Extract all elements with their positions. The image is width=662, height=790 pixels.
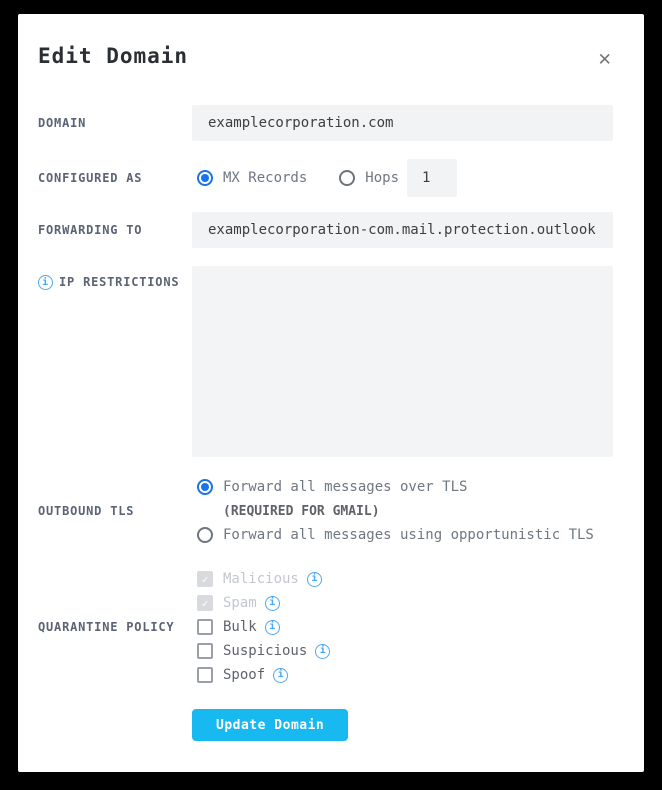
forwarding-to-label: FORWARDING TO: [38, 223, 143, 237]
checkbox-malicious-label: Malicious: [223, 571, 299, 587]
tls-required-label: Forward all messages over TLS: [223, 479, 468, 495]
ip-restrictions-info-icon[interactable]: i: [38, 275, 53, 290]
spam-info-icon[interactable]: i: [265, 596, 280, 611]
quarantine-row-spoof: [192, 663, 613, 687]
domain-label: DOMAIN: [38, 116, 87, 130]
tls-required-note: (REQUIRED FOR GMAIL): [223, 503, 380, 519]
checkbox-suspicious-label: Suspicious: [223, 643, 308, 659]
hops-input[interactable]: [407, 159, 457, 197]
tls-required-option: [192, 475, 613, 499]
checkbox-spam: ✓: [197, 595, 213, 611]
quarantine-row-spam: [192, 591, 613, 615]
page-title: Edit Domain: [38, 44, 189, 68]
hops-label: Hops: [365, 170, 400, 186]
checkbox-spoof-label: Spoof: [223, 667, 266, 683]
configured-as-label: CONFIGURED AS: [38, 171, 143, 185]
checkbox-malicious: ✓: [197, 571, 213, 587]
bulk-info-icon[interactable]: i: [265, 620, 280, 635]
checkbox-spam-label: Spam: [223, 595, 257, 611]
tls-opportunistic-option: [192, 523, 613, 547]
outbound-tls-label: OUTBOUND TLS: [38, 504, 135, 518]
checkbox-suspicious[interactable]: [197, 643, 213, 659]
modal-header: [38, 44, 613, 71]
quarantine-row-malicious: [192, 567, 613, 591]
ip-restrictions-row: [38, 266, 613, 457]
spoof-info-icon[interactable]: i: [273, 668, 288, 683]
ip-restrictions-textarea[interactable]: [192, 266, 613, 457]
close-icon[interactable]: ✕: [598, 46, 611, 70]
action-row-spacer: [38, 709, 192, 741]
checkbox-bulk-label: Bulk: [223, 619, 257, 635]
checkbox-spoof[interactable]: [197, 667, 213, 683]
domain-row: [38, 105, 613, 141]
edit-domain-modal: [18, 14, 644, 772]
quarantine-row-bulk: [192, 615, 613, 639]
malicious-info-icon[interactable]: i: [307, 572, 322, 587]
domain-input[interactable]: [192, 105, 613, 141]
outbound-tls-row: [38, 475, 613, 547]
mx-records-radio[interactable]: [197, 170, 213, 186]
mx-records-label: MX Records: [223, 170, 308, 186]
quarantine-row-suspicious: [192, 639, 613, 663]
configured-as-row: [38, 159, 613, 197]
tls-required-radio[interactable]: [197, 479, 213, 495]
hops-radio[interactable]: [339, 170, 355, 186]
forwarding-to-row: [38, 212, 613, 248]
forwarding-to-input[interactable]: [192, 212, 613, 248]
suspicious-info-icon[interactable]: i: [315, 644, 330, 659]
tls-opportunistic-label: Forward all messages using opportunistic TLS: [223, 527, 594, 543]
quarantine-policy-row: [38, 567, 613, 687]
tls-opportunistic-radio[interactable]: [197, 527, 213, 543]
checkbox-bulk[interactable]: [197, 619, 213, 635]
ip-restrictions-label: i IP RESTRICTIONS: [38, 266, 192, 290]
quarantine-policy-label: QUARANTINE POLICY: [38, 620, 175, 634]
update-domain-button[interactable]: Update Domain: [192, 709, 348, 741]
action-row: [38, 709, 613, 741]
